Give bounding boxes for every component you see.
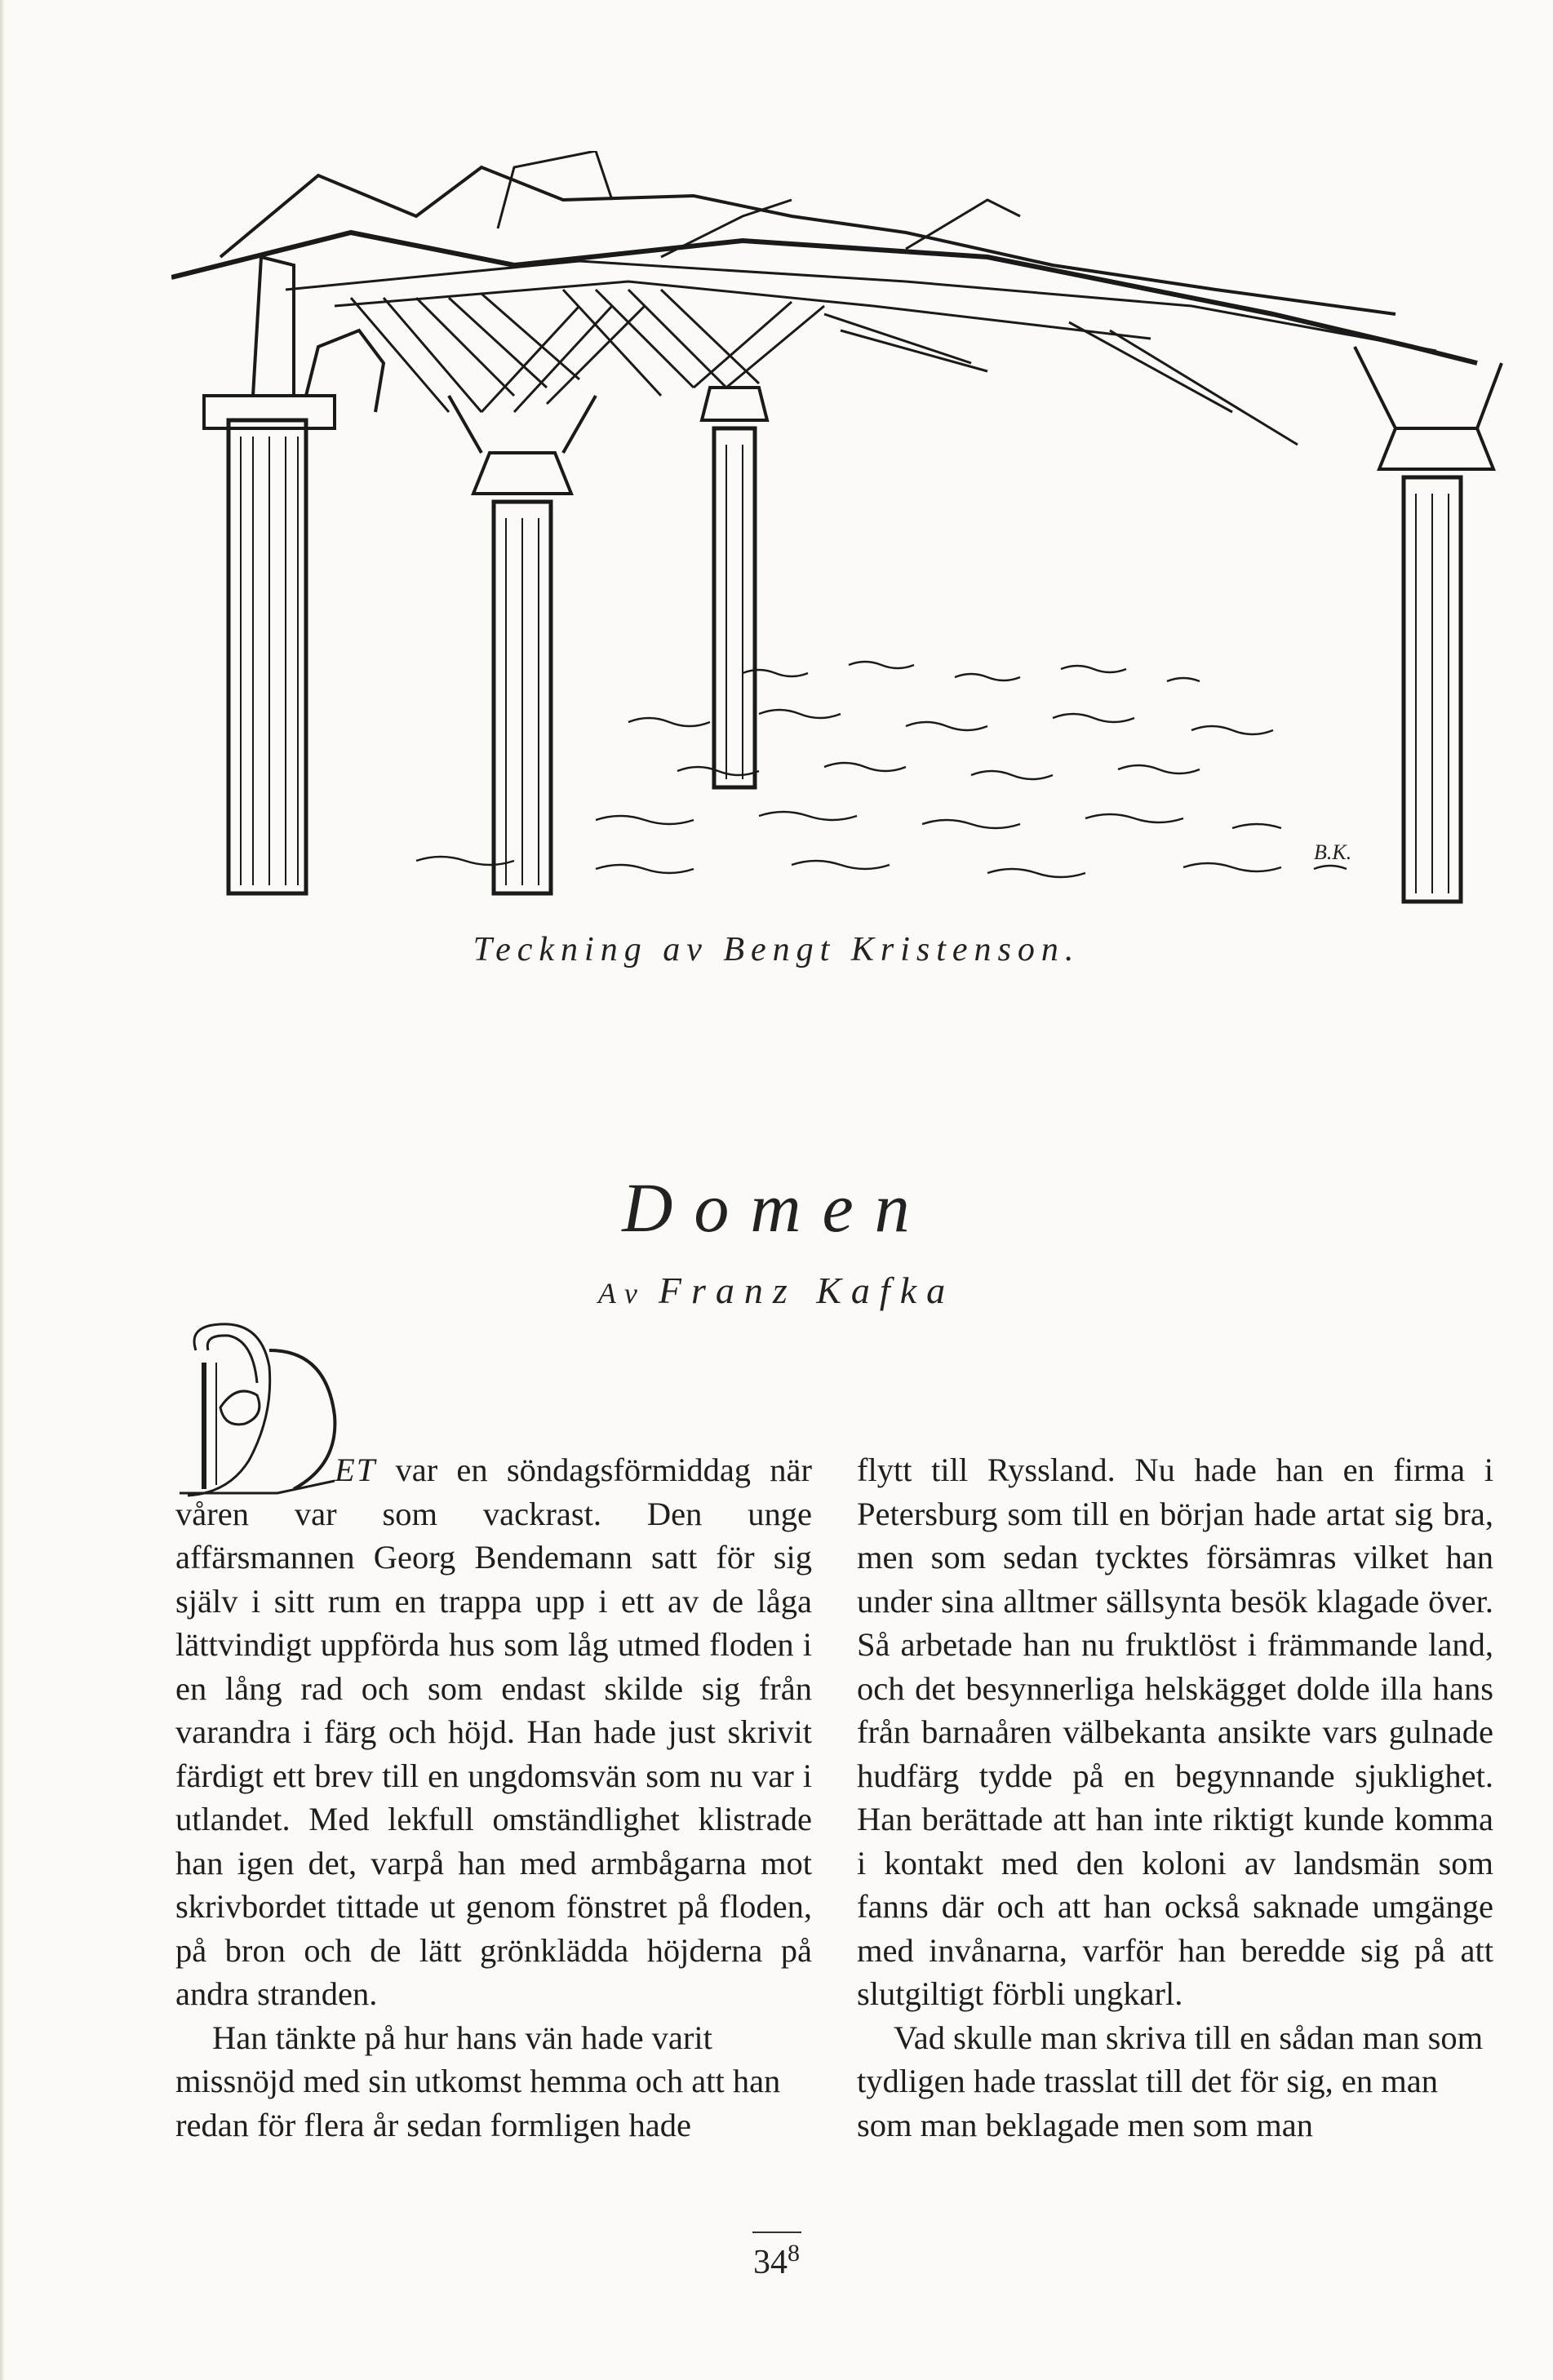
paragraph-text: var en söndagsförmiddag när våren var som vackrast. Den unge affärsmannen Georg Bendemann satt för sig själv i sitt rum en trappa upp i ett av de låga lättvindigt uppförda hus som låg utmed floden i en lång rad och som endast skilde sig från varandra i färg och höjd. Han hade just skrivit färdigt ett brev till en ungdomsvän som nu var i utlandet. Med lekfull omständlighet klistrade han igen det, varpå han med armbågarna mot skrivbordet tittade ut genom fönstret på floden, på bron och de lätt grönklädda höjderna på andra stranden.: [175, 1451, 812, 2012]
paragraph: Vad skulle man skriva till en sådan man som tydligen hade trasslat till det för sig, en man som man beklagade men som man: [857, 2019, 1484, 2143]
paragraph: [175, 1448, 812, 2016]
page-number: $34^8$: [0, 2232, 1553, 2282]
text-column-left: [175, 1448, 812, 2147]
byline: [0, 1269, 1553, 1312]
text-column-right: [857, 1448, 1493, 2147]
byline-prefix: Av: [597, 1277, 647, 1310]
paragraph: Han tänkte på hur hans vän hade varit missnöjd med sin utkomst hemma och att han redan för flera år sedan formligen hade: [175, 2019, 781, 2143]
pen-drawing-illustration: [171, 151, 1510, 926]
author-name: Franz Kafka: [658, 1270, 956, 1311]
artist-signature: B.K.: [1314, 840, 1352, 864]
article-title: Domen: [622, 1168, 931, 1247]
paragraph: flytt till Ryssland. Nu hade han en firma i Petersburg som till en början hade artat sig bra, men som sedan tycktes försämras vilket han under sina alltmer sällsynta besök klagade över. Så arbetade han nu fruktlöst i främmande land, och det besynnerliga helskägget dolde illa hans från barnaåren välbekanta ansikte vars gulnade hudfärg tydde på en begynnande sjuklighet. Han berättade att han inte riktigt kunde komma i kontakt med den koloni av landsmän som fanns där och att han också saknade umgänge med invånarna, varför han beredde sig på att slutgiltigt förbli ungkarl.: [857, 1451, 1493, 2012]
page-number-rule: [752, 2232, 801, 2233]
opening-word: ET: [335, 1451, 377, 1488]
ruined-pavilion-drawing: [171, 151, 1510, 926]
illustration-caption: Teckning av Bengt Kristenson.: [473, 931, 1080, 968]
